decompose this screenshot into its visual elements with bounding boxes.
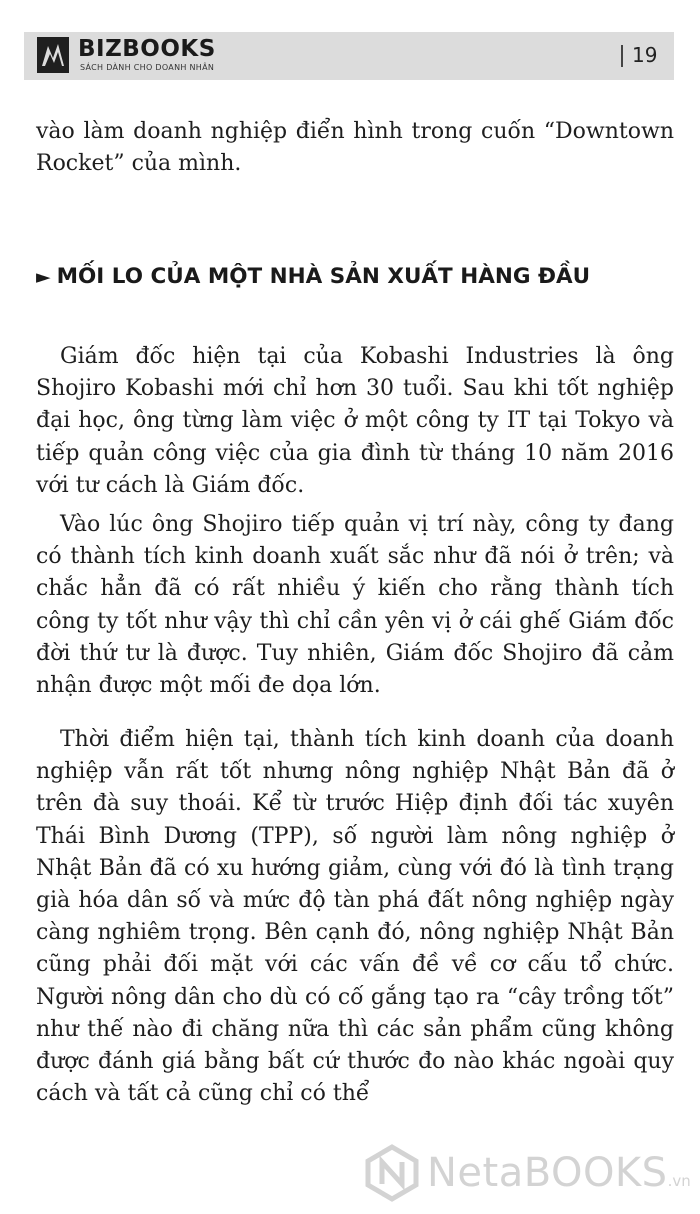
brand-tagline: SÁCH DÀNH CHO DOANH NHÂN <box>80 63 215 72</box>
page-number: 19 <box>632 43 658 67</box>
body-paragraph: Vào lúc ông Shojiro tiếp quản vị trí này, công ty đang có thành tích kinh doanh xuất sắc như đã nói ở trên; và chắc hẳn đã có rất nhiều ý kiến cho rằng thành tích công ty tốt như vậy thì chỉ cần yên vị ở cái ghế Giám đốc đời thứ tư là được. Tuy nhiên, Giám đốc Shojiro đã cảm nhận được một mối đe dọa lớn. <box>36 512 674 699</box>
body-paragraph: Giám đốc hiện tại của Kobashi Industries là ông Shojiro Kobashi mới chỉ hơn 30 tuổi. Sau khi tốt nghiệp đại học, ông từng làm việc ở một công ty IT tại Tokyo và tiếp quản công việc của gia đình từ tháng 10 năm 2016 với tư cách là Giám đốc. <box>36 344 674 498</box>
intro-paragraph: vào làm doanh nghiệp điển hình trong cuốn “Downtown Rocket” của mình. <box>36 119 674 177</box>
body-paragraph: Thời điểm hiện tại, thành tích kinh doanh của doanh nghiệp vẫn rất tốt nhưng nông nghiệp Nhật Bản đã ở trên đà suy thoái. Kể từ trước Hiệp định đối tác xuyên Thái Bình Dương (TPP), số người làm nông nghiệp ở Nhật Bản đã có xu hướng giảm, cùng với đó là tình trạng già hóa dân số và mức độ tàn phá đất nông nghiệp ngày càng nghiêm trọng. Bên cạnh đó, nông nghiệp Nhật Bản cũng phải đối mặt với các vấn đề về cơ cấu tổ chức. Người nông dân cho dù có cố gắng tạo ra “cây trồng tốt” như thế nào đi chăng nữa thì các sản phẩm cũng không được đánh giá bằng bất cứ thước đo nào khác ngoài quy cách và tất cả cũng chỉ có thể <box>36 727 674 1107</box>
netabooks-logo-icon <box>363 1144 421 1202</box>
watermark <box>363 1140 691 1206</box>
triangle-right-icon: ► <box>36 266 51 288</box>
running-header <box>24 32 674 80</box>
section-heading <box>36 262 676 292</box>
watermark-text <box>427 1150 691 1204</box>
brand-name: BIZBOOKS <box>78 36 216 62</box>
watermark-suffix: .vn <box>667 1172 691 1190</box>
watermark-brand: NetaBOOKS <box>427 1150 668 1196</box>
bizbooks-logo-icon <box>36 36 70 74</box>
section-heading-text: MỐI LO CỦA MỘT NHÀ SẢN XUẤT HÀNG ĐẦU <box>56 264 591 289</box>
header-divider <box>621 45 623 67</box>
